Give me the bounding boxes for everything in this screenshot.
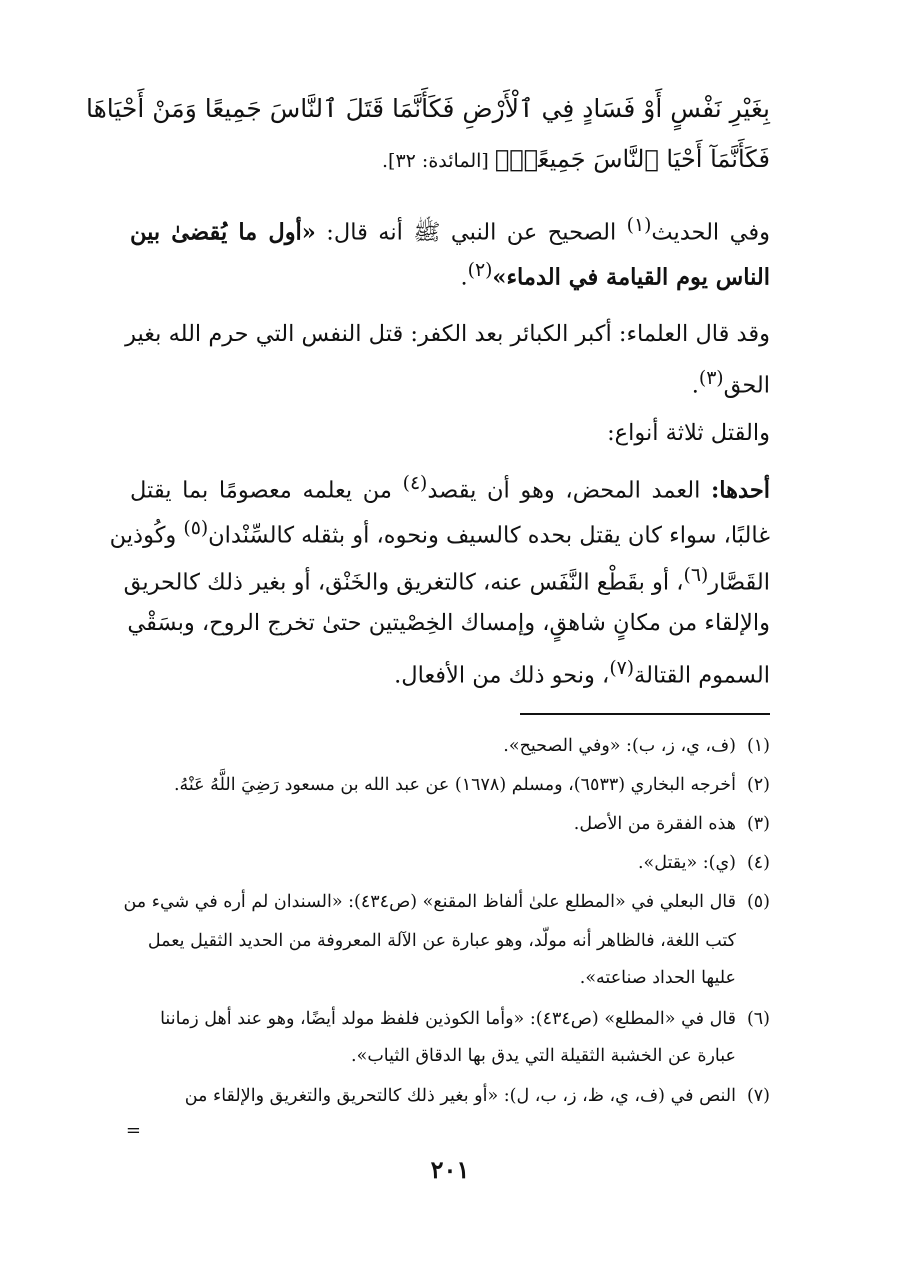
footnote-ref-7: (٧) xyxy=(609,658,635,679)
type-one-text: وكُوذين xyxy=(109,522,184,549)
footnote-6-line-2: عبارة عن الخشبة الثقيلة التي يدق بها الدقاق الثياب». xyxy=(351,1046,736,1066)
footnote-number: (٤) xyxy=(746,853,770,873)
footnote-ref-3: (٣) xyxy=(698,368,724,389)
footnote-text: هذه الفقرة من الأصل. xyxy=(573,814,736,834)
hadith-line-2 xyxy=(130,257,770,292)
hadith-text: الصحيح عن النبي ﷺ أنه قال: xyxy=(315,219,627,246)
footnote-ref-1: (١) xyxy=(626,215,652,236)
quran-verse-text: فَكَأَنَّمَآ أَحْيَا ٱلنَّاسَ جَمِيعًاۚ﴾ xyxy=(494,145,770,173)
type-one-text: العمد المحض، وهو أن يقصد xyxy=(427,477,711,504)
footnote-ref-5: (٥) xyxy=(183,518,209,539)
type-one-line-2 xyxy=(109,515,770,550)
punctuation: . xyxy=(460,264,468,291)
footnote-ref-2: (٢) xyxy=(467,260,493,281)
type-one-line-1 xyxy=(130,470,770,505)
quran-verse-line-2 xyxy=(130,145,770,175)
footnote-number: (٥) xyxy=(746,892,770,912)
footnote-7 xyxy=(130,1085,770,1107)
footnote-ref-6: (٦) xyxy=(683,565,709,586)
footnote-4 xyxy=(130,852,770,874)
footnote-divider xyxy=(520,713,770,715)
footnote-2 xyxy=(130,774,770,796)
type-one-text: غالبًا، سواء كان يقتل بحده كالسيف ونحوه، أو بثقله كالسِّنْدان xyxy=(208,522,770,549)
footnote-text: أخرجه البخاري (٦٥٣٣)، ومسلم (١٦٧٨) عن عبد الله بن مسعود رَضِيَ اللَّهُ عَنْهُ. xyxy=(173,775,736,795)
footnote-ref-4: (٤) xyxy=(402,473,428,494)
footnote-6 xyxy=(130,1008,770,1030)
footnote-5 xyxy=(123,891,770,913)
scholars-line-2 xyxy=(130,365,770,400)
quran-verse-reference: [المائدة: ٣٢]. xyxy=(382,150,495,172)
type-one-text: ، ونحو ذلك من الأفعال. xyxy=(394,662,610,689)
footnote-number: (١) xyxy=(746,736,770,756)
continuation-mark: = xyxy=(125,1120,141,1141)
type-one-text: ، أو بقَطْع النَّفَس عنه، كالتغريق والخَنْق، أو بغير ذلك كالحريق xyxy=(123,569,684,596)
hadith-line-1 xyxy=(130,212,770,247)
killing-types-intro: والقتل ثلاثة أنواع: xyxy=(607,420,770,446)
hadith-quote: «أول ما يُقضىٰ بين xyxy=(130,219,316,246)
footnote-text: النص في (ف، ي، ظ، ز، ب، ل): «أو بغير ذلك كالتحريق والتغريق والإلقاء من xyxy=(184,1086,736,1106)
footnote-text: قال في «المطلع» (ص٤٣٤): «وأما الكوذين فلفظ مولد أيضًا، وهو عند أهل زماننا xyxy=(160,1009,736,1029)
footnote-text: (ي): «يقتل». xyxy=(637,853,736,873)
hadith-quote: الناس يوم القيامة في الدماء» xyxy=(492,264,770,291)
footnote-text: (ف، ي، ز، ب): «وفي الصحيح». xyxy=(503,736,736,756)
type-one-line-4: والإلقاء من مكانٍ شاهقٍ، وإمساك الخِصْيتين حتىٰ تخرج الروح، وبسَقْي xyxy=(127,610,770,636)
type-one-label: أحدها: xyxy=(711,477,770,504)
footnote-5-line-2: كتب اللغة، فالظاهر أنه مولّد، وهو عبارة عن الآلة المعروفة من الحديد الثقيل يعمل xyxy=(147,931,736,951)
footnote-number: (٣) xyxy=(746,814,770,834)
quran-verse-line-1: بِغَيْرِ نَفْسٍ أَوْ فَسَادٍ فِي ٱلْأَرْضِ فَكَأَنَّمَا قَتَلَ ٱلنَّاسَ جَمِيعًا وَمَنْ أَحْيَاهَا xyxy=(85,94,770,123)
type-one-line-3 xyxy=(123,562,770,597)
footnote-5-line-3: عليها الحداد صناعته». xyxy=(579,968,736,988)
hadith-text: وفي الحديث xyxy=(651,219,770,246)
type-one-text: السموم القتالة xyxy=(634,662,770,689)
footnote-text: قال البعلي في «المطلع علىٰ ألفاظ المقنع» (ص٤٣٤): «السندان لم أره في شيء من xyxy=(123,892,736,912)
type-one-text: القَصَّار xyxy=(708,569,770,596)
page-number: ٢٠١ xyxy=(430,1155,470,1184)
footnote-3 xyxy=(130,813,770,835)
punctuation: . xyxy=(691,372,699,399)
scholars-text: الحق xyxy=(723,372,770,399)
footnote-number: (٦) xyxy=(746,1009,770,1029)
type-one-text: من يعلمه معصومًا بما يقتل xyxy=(130,477,403,504)
type-one-line-5 xyxy=(130,655,770,690)
footnote-1 xyxy=(130,735,770,757)
scholars-line-1: وقد قال العلماء: أكبر الكبائر بعد الكفر: قتل النفس التي حرم الله بغير xyxy=(125,321,770,347)
footnote-number: (٢) xyxy=(746,775,770,795)
footnote-number: (٧) xyxy=(746,1086,770,1106)
